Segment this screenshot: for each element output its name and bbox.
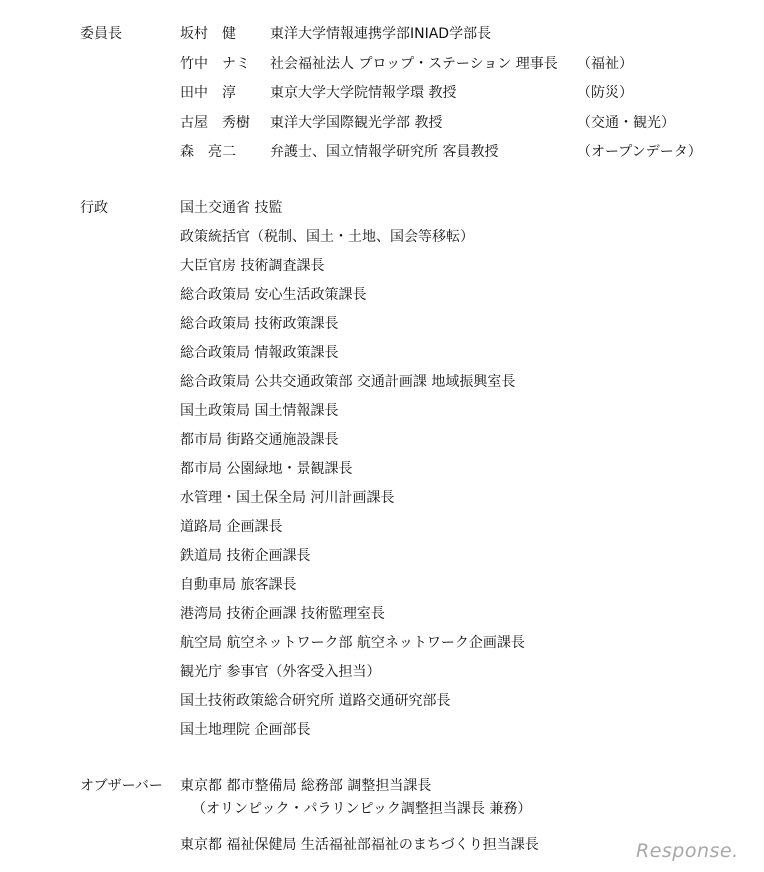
government-item: 都市局 公園緑地・景観課長 xyxy=(180,461,353,477)
government-item: 道路局 企画課長 xyxy=(180,519,283,535)
member-affiliation: 東京大学大学院情報学環 教授 xyxy=(270,85,457,101)
member-affiliation: 弁護士、国立情報学研究所 客員教授 xyxy=(270,144,499,160)
member-field: （オープンデータ） xyxy=(577,144,702,160)
committee-label: 委員長 xyxy=(80,26,122,42)
member-name: 古屋 秀樹 xyxy=(180,115,250,131)
government-item: 総合政策局 情報政策課長 xyxy=(180,345,339,361)
government-item: 観光庁 参事官（外客受入担当） xyxy=(180,664,381,680)
government-item: 総合政策局 公共交通政策部 交通計画課 地域振興室長 xyxy=(180,374,516,390)
observer-item: 東京都 福祉保健局 生活福祉部福祉のまちづくり担当課長 xyxy=(180,837,539,853)
member-affiliation: 東洋大学国際観光学部 教授 xyxy=(270,115,443,131)
member-affiliation: 東洋大学情報連携学部INIAD学部長 xyxy=(270,26,492,42)
government-item: 大臣官房 技術調査課長 xyxy=(180,258,325,274)
government-item: 港湾局 技術企画課 技術監理室長 xyxy=(180,606,385,622)
government-label: 行政 xyxy=(80,200,108,216)
government-item: 水管理・国土保全局 河川計画課長 xyxy=(180,490,395,506)
member-field: （交通・観光） xyxy=(577,115,675,131)
member-affiliation: 社会福祉法人 プロップ・ステーション 理事長 xyxy=(270,56,558,72)
government-item: 総合政策局 技術政策課長 xyxy=(180,316,339,332)
government-item: 都市局 街路交通施設課長 xyxy=(180,432,339,448)
government-item: 国土交通省 技監 xyxy=(180,200,283,216)
government-item: 国土地理院 企画部長 xyxy=(180,722,311,738)
government-item: 国土政策局 国土情報課長 xyxy=(180,403,339,419)
member-name: 竹中 ナミ xyxy=(180,56,250,72)
member-field: （福祉） xyxy=(577,56,633,72)
observer-label: オブザーバー xyxy=(80,778,163,794)
government-item: 総合政策局 安心生活政策課長 xyxy=(180,287,367,303)
observer-item: 東京都 都市整備局 総務部 調整担当課長 xyxy=(180,778,432,794)
member-name: 田中 淳 xyxy=(180,85,236,101)
government-item: 国土技術政策総合研究所 道路交通研究部長 xyxy=(180,693,451,709)
government-item: 政策統括官（税制、国土・土地、国会等移転） xyxy=(180,229,474,245)
observer-item-note: （オリンピック・パラリンピック調整担当課長 兼務） xyxy=(192,801,532,817)
member-name: 森 亮二 xyxy=(180,144,236,160)
government-item: 航空局 航空ネットワーク部 航空ネットワーク企画課長 xyxy=(180,635,525,651)
member-field: （防災） xyxy=(577,85,633,101)
government-item: 鉄道局 技術企画課長 xyxy=(180,548,311,564)
response-watermark: Response. xyxy=(636,840,739,862)
government-item: 自動車局 旅客課長 xyxy=(180,577,297,593)
member-name: 坂村 健 xyxy=(180,26,236,42)
